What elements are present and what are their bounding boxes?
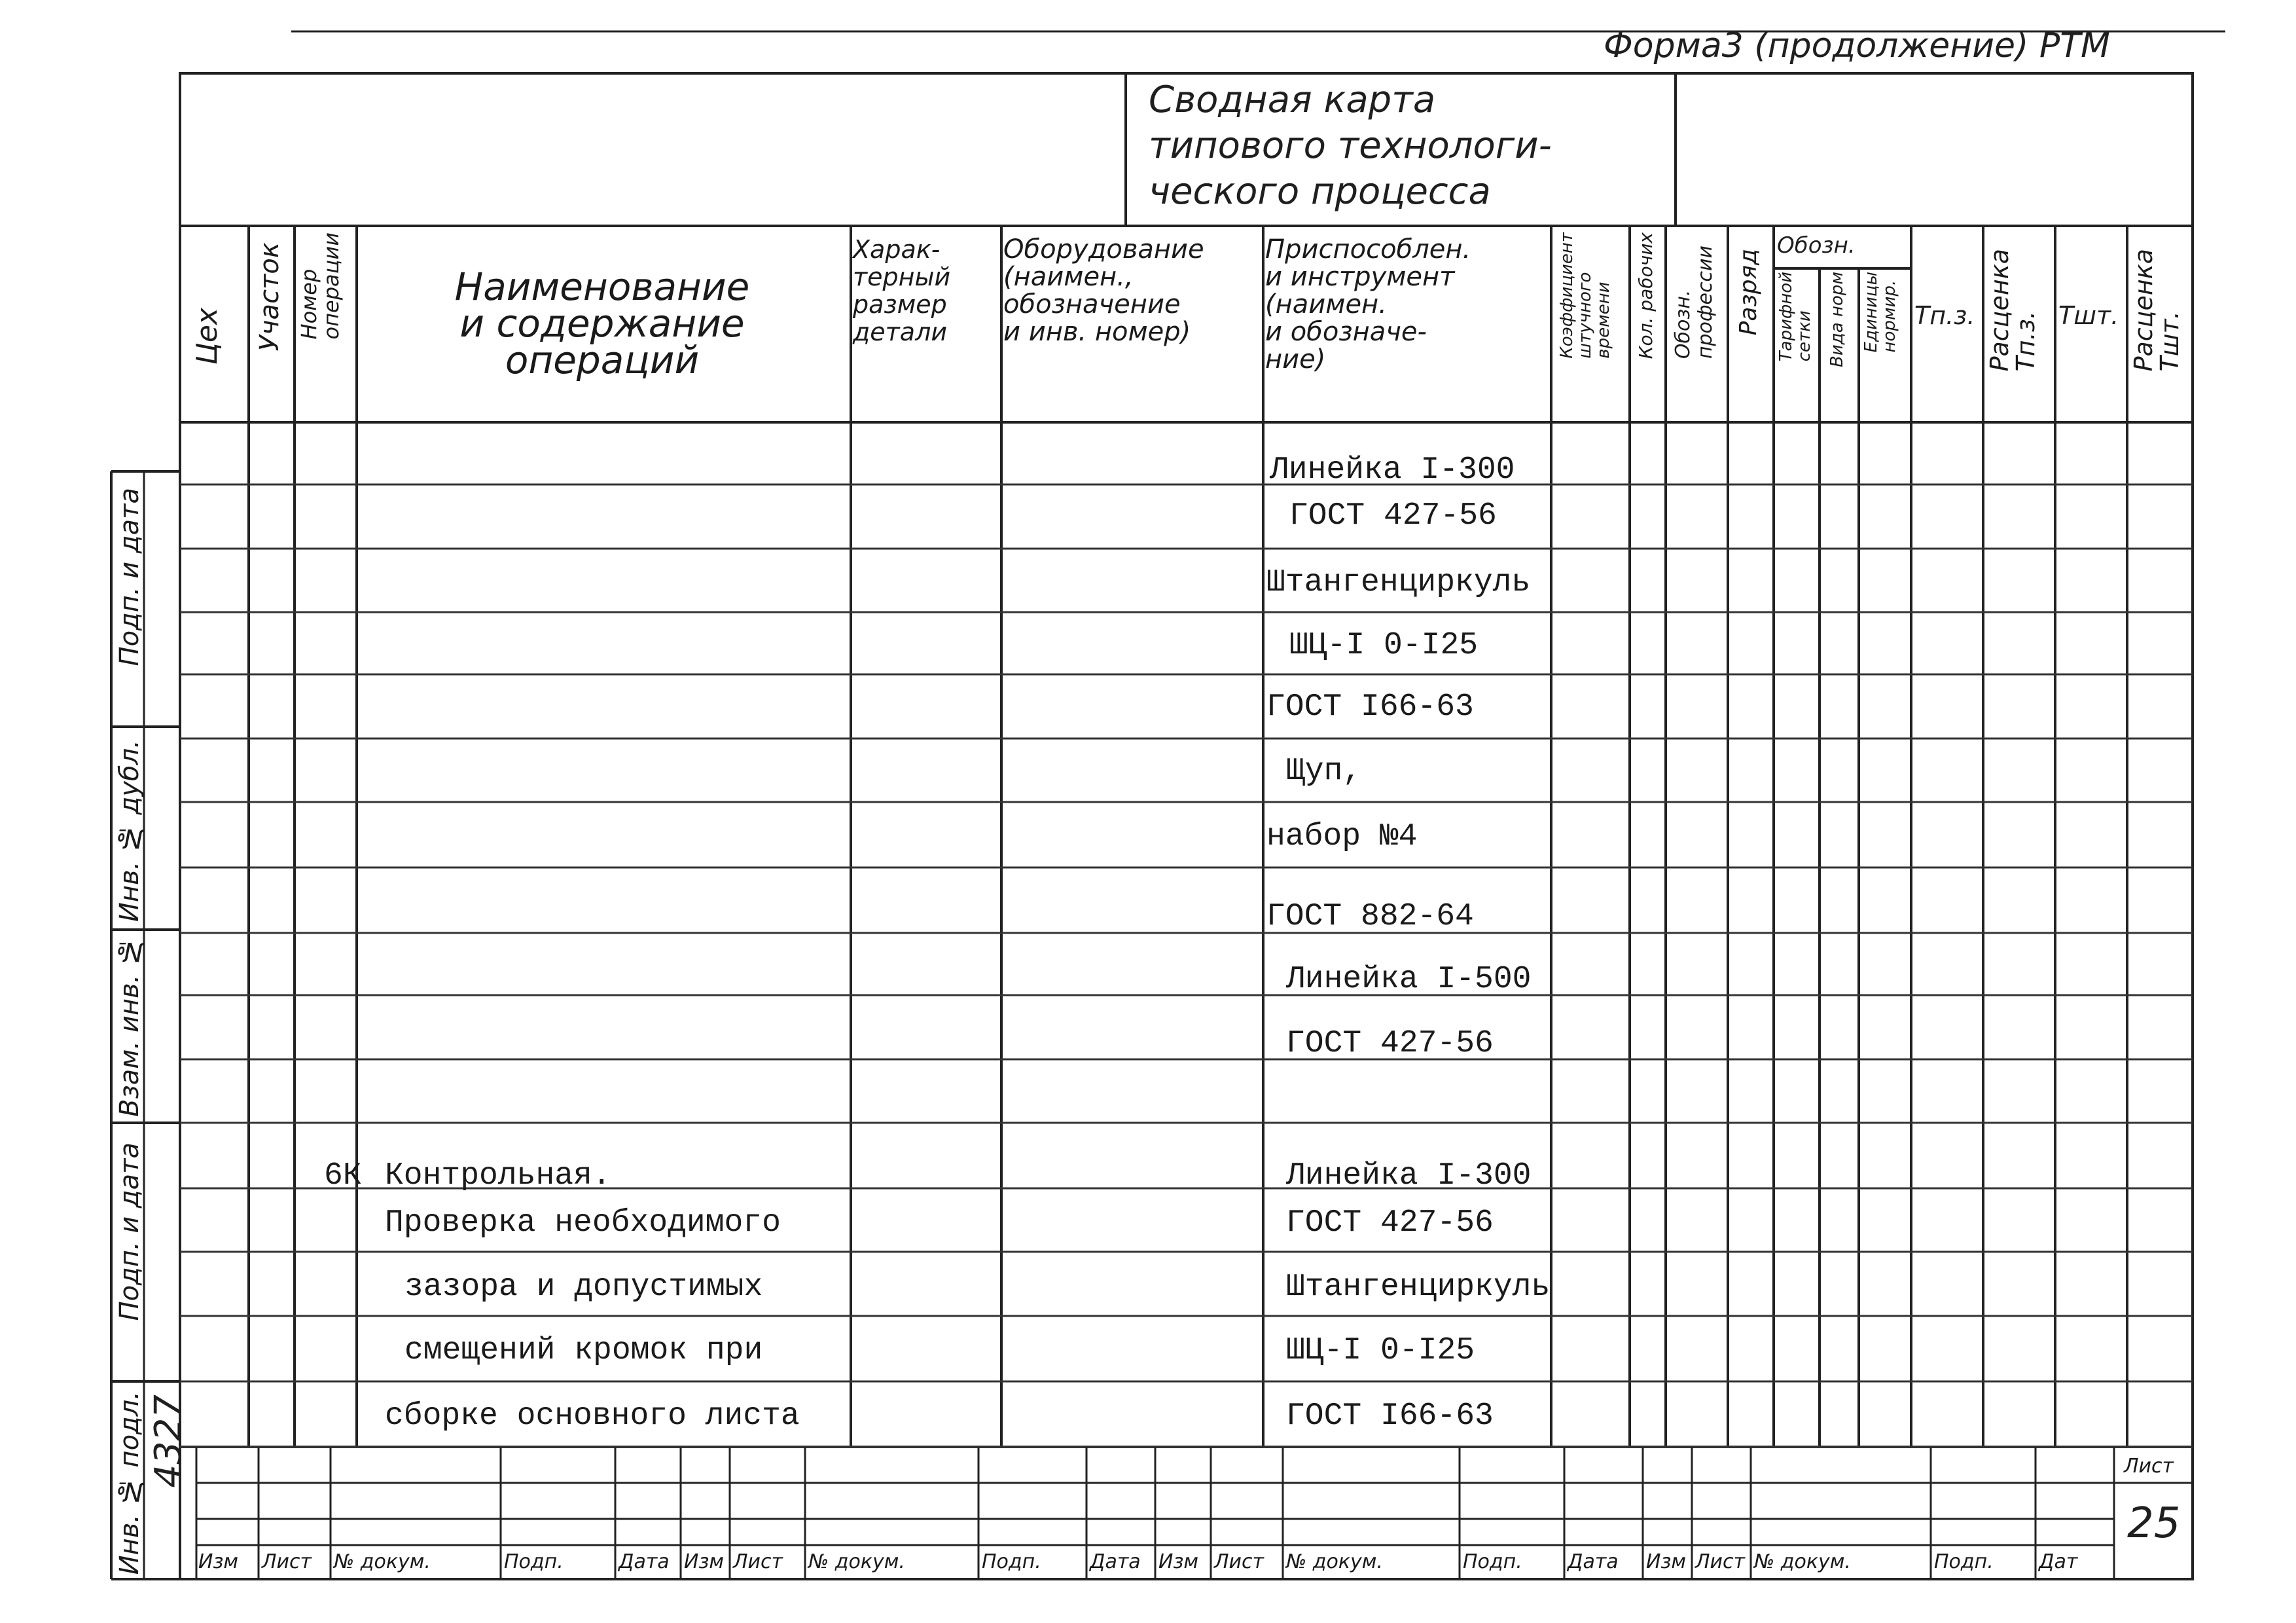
stamp-label: Дат xyxy=(2039,1550,2078,1573)
tool-row: ГОСТ 882-64 xyxy=(1266,899,1474,934)
sheet-number: 25 xyxy=(2127,1499,2181,1548)
stamp-label: Подп. xyxy=(1934,1550,1994,1573)
column-header-razryad: Разряд xyxy=(1735,249,1762,336)
column-header-koefficient: Коэффициент штучного времени xyxy=(1557,232,1613,359)
column-header-prisposobleniya: Приспособлен. и инструмент (наимен. и обозначе- ние) xyxy=(1265,234,1471,374)
tool-row: ШЦ-I 0-I25 xyxy=(1289,628,1479,663)
tool-row: ГОСТ 427-56 xyxy=(1286,1205,1494,1241)
operation-line: сборке основного листа xyxy=(385,1398,800,1434)
column-header-nomer-operacii: Номер операции xyxy=(296,232,344,340)
column-header-rascenka-tpz: Расценка Тп.з. xyxy=(1985,249,2040,372)
operation-number: 6К xyxy=(324,1158,362,1194)
stamp-label: Лист xyxy=(1214,1550,1265,1573)
operation-line: Проверка необходимого xyxy=(385,1205,781,1241)
sheet-label: Лист xyxy=(2124,1455,2174,1478)
stamp-label: Подп. xyxy=(1463,1550,1522,1573)
stamp-label: Дата xyxy=(1568,1550,1619,1573)
column-header-edinicy-normir: Единицы нормир. xyxy=(1861,272,1899,353)
stamp-label: № докум. xyxy=(808,1550,905,1573)
stamp-label: Подп. xyxy=(982,1550,1041,1573)
stamp-label: Изм xyxy=(684,1550,725,1573)
side-label-podp-data-bottom: Подп. и дата xyxy=(115,1142,145,1321)
tool-row: Линейка I-500 xyxy=(1286,962,1532,997)
stamp-label: Дата xyxy=(619,1550,670,1573)
tool-row: Линейка I-300 xyxy=(1286,1158,1532,1194)
stamp-label: Лист xyxy=(733,1550,783,1573)
card-title: Сводная карта типового технологи- ческого процесса xyxy=(1149,79,1552,213)
column-header-ceh: Цех xyxy=(190,308,224,365)
stamp-label: Изм xyxy=(198,1550,239,1573)
column-header-oborudovanie: Оборудование (наимен., обозначение и инв. номер) xyxy=(1003,234,1204,347)
column-header-razmer: Харак- терный размер детали xyxy=(853,235,951,346)
tool-row: ГОСТ 427-56 xyxy=(1289,498,1497,534)
stamp-label: Изм xyxy=(1646,1550,1687,1573)
stamp-label: № докум. xyxy=(1754,1550,1851,1573)
stamp-label: Изм xyxy=(1158,1550,1199,1573)
tool-row: Линейка I-300 xyxy=(1270,452,1515,488)
stamp-label: Лист xyxy=(262,1550,312,1573)
tool-row: набор №4 xyxy=(1266,819,1418,854)
column-header-tarifnoy-setki: Тарифной сетки xyxy=(1776,272,1814,362)
column-header-kol-rabochih: Кол. рабочих xyxy=(1635,232,1657,359)
stamp-label: Подп. xyxy=(504,1550,564,1573)
stamp-label: № докум. xyxy=(1286,1550,1383,1573)
stamp-label: Дата xyxy=(1090,1550,1141,1573)
form-label: Форма3 (продолжение) РТМ xyxy=(1604,26,2110,65)
operation-line: Контрольная. xyxy=(385,1158,611,1194)
column-header-naimenovanie: Наименование и содержание операций xyxy=(454,264,750,382)
column-header-vida-norm: Вида норм xyxy=(1827,272,1847,367)
column-header-oboz-professii: Обозн. профессии xyxy=(1672,246,1717,359)
tool-row: ГОСТ I66-63 xyxy=(1286,1398,1494,1434)
stamp-label: № докум. xyxy=(334,1550,431,1573)
operation-line: зазора и допустимых xyxy=(404,1269,763,1305)
column-header-rascenka-tsht: Расценка Тшт. xyxy=(2129,249,2184,372)
operation-line: смещений кромок при xyxy=(404,1333,763,1368)
column-header-tsht: Тшт. xyxy=(2058,301,2119,330)
tool-row: ГОСТ 427-56 xyxy=(1286,1026,1494,1061)
inventory-number: 4327 xyxy=(147,1395,190,1488)
tool-row: Щуп, xyxy=(1286,754,1362,789)
tool-row: Штангенциркуль xyxy=(1266,565,1531,600)
side-label-podp-data: Подп. и дата xyxy=(115,488,145,666)
side-label-inv-dubl: Инв. № дубл. xyxy=(115,740,145,922)
column-header-oboz-group: Обозн. xyxy=(1777,232,1856,259)
column-header-uchastok: Участок xyxy=(255,242,285,352)
stamp-label: Лист xyxy=(1695,1550,1746,1573)
side-label-inv-podl: Инв. № подл. xyxy=(115,1391,145,1575)
tool-row: ГОСТ I66-63 xyxy=(1266,689,1474,725)
tool-row: Штангенциркуль xyxy=(1286,1269,1551,1305)
column-header-tpz: Тп.з. xyxy=(1914,301,1975,330)
side-label-vzam-inv: Взам. инв. № xyxy=(115,936,145,1117)
tool-row: ШЦ-I 0-I25 xyxy=(1286,1333,1475,1368)
